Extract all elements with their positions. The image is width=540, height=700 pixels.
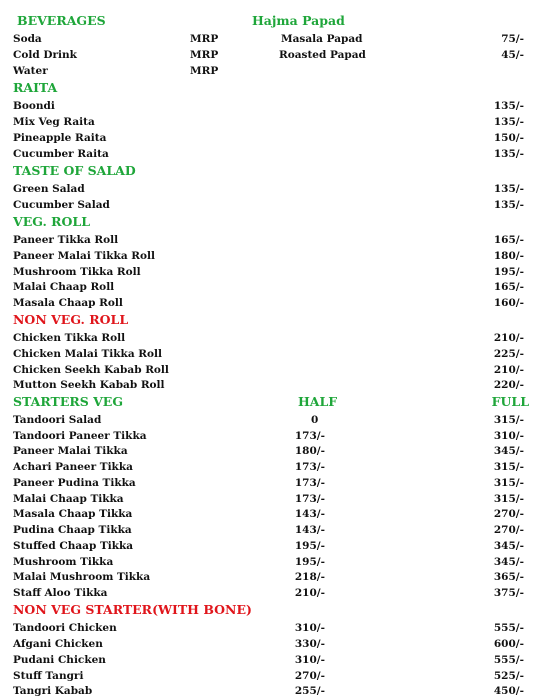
veg-roll-title: VEG. ROLL: [13, 214, 91, 229]
starters-veg-title: STARTERS VEG: [13, 394, 124, 409]
list-item: Paneer Tikka Roll 165/-: [13, 234, 524, 246]
list-item: Malai Chaap Roll 165/-: [13, 281, 524, 293]
raita-title: RAITA: [13, 80, 58, 95]
list-item: Mix Veg Raita 135/-: [13, 116, 524, 128]
table-row: Tangri Kabab 255/- 450/-: [13, 685, 524, 697]
list-item: Soda MRP Masala Papad 75/-: [13, 33, 524, 45]
table-row: Pudani Chicken 310/- 555/-: [13, 654, 524, 666]
table-row: Achari Paneer Tikka 173/- 315/-: [13, 461, 524, 473]
table-row: Staff Aloo Tikka 210/- 375/-: [13, 587, 524, 599]
table-row: Malai Mushroom Tikka 218/- 365/-: [13, 571, 524, 583]
table-row: Malai Chaap Tikka 173/- 315/-: [13, 493, 524, 505]
table-row: Masala Chaap Tikka 143/- 270/-: [13, 508, 524, 520]
table-row: Paneer Malai Tikka 180/- 345/-: [13, 445, 524, 457]
list-item: Cucumber Salad 135/-: [13, 199, 524, 211]
list-item: Cold Drink MRP Roasted Papad 45/-: [13, 49, 524, 61]
non-veg-roll-title: NON VEG. ROLL: [13, 312, 129, 327]
half-column-header: HALF: [298, 394, 338, 409]
table-row: Stuffed Chaap Tikka 195/- 345/-: [13, 540, 524, 552]
list-item: Chicken Tikka Roll 210/-: [13, 332, 524, 344]
table-row: Paneer Pudina Tikka 173/- 315/-: [13, 477, 524, 489]
table-row: Pudina Chaap Tikka 143/- 270/-: [13, 524, 524, 536]
list-item: Green Salad 135/-: [13, 183, 524, 195]
list-item: Chicken Seekh Kabab Roll 210/-: [13, 364, 524, 376]
hajma-papad-title: Hajma Papad: [252, 13, 345, 28]
list-item: Paneer Malai Tikka Roll 180/-: [13, 250, 524, 262]
full-column-header: FULL: [491, 394, 529, 409]
table-row: Afgani Chicken 330/- 600/-: [13, 638, 524, 650]
non-veg-starter-title: NON VEG STARTER(WITH BONE): [13, 602, 252, 617]
table-row: Tandoori Salad 0 315/-: [13, 414, 524, 426]
list-item: Mutton Seekh Kabab Roll 220/-: [13, 379, 524, 391]
salad-title: TASTE OF SALAD: [13, 163, 136, 178]
list-item: Cucumber Raita 135/-: [13, 148, 524, 160]
table-row: Tandoori Paneer Tikka 173/- 310/-: [13, 430, 524, 442]
list-item: Boondi 135/-: [13, 100, 524, 112]
list-item: Water MRP: [13, 65, 219, 77]
table-row: Tandoori Chicken 310/- 555/-: [13, 622, 524, 634]
list-item: Pineapple Raita 150/-: [13, 132, 524, 144]
list-item: Mushroom Tikka Roll 195/-: [13, 266, 524, 278]
list-item: Chicken Malai Tikka Roll 225/-: [13, 348, 524, 360]
beverages-title: BEVERAGES: [17, 13, 106, 28]
table-row: Mushroom Tikka 195/- 345/-: [13, 556, 524, 568]
list-item: Masala Chaap Roll 160/-: [13, 297, 524, 309]
table-row: Stuff Tangri 270/- 525/-: [13, 670, 524, 682]
